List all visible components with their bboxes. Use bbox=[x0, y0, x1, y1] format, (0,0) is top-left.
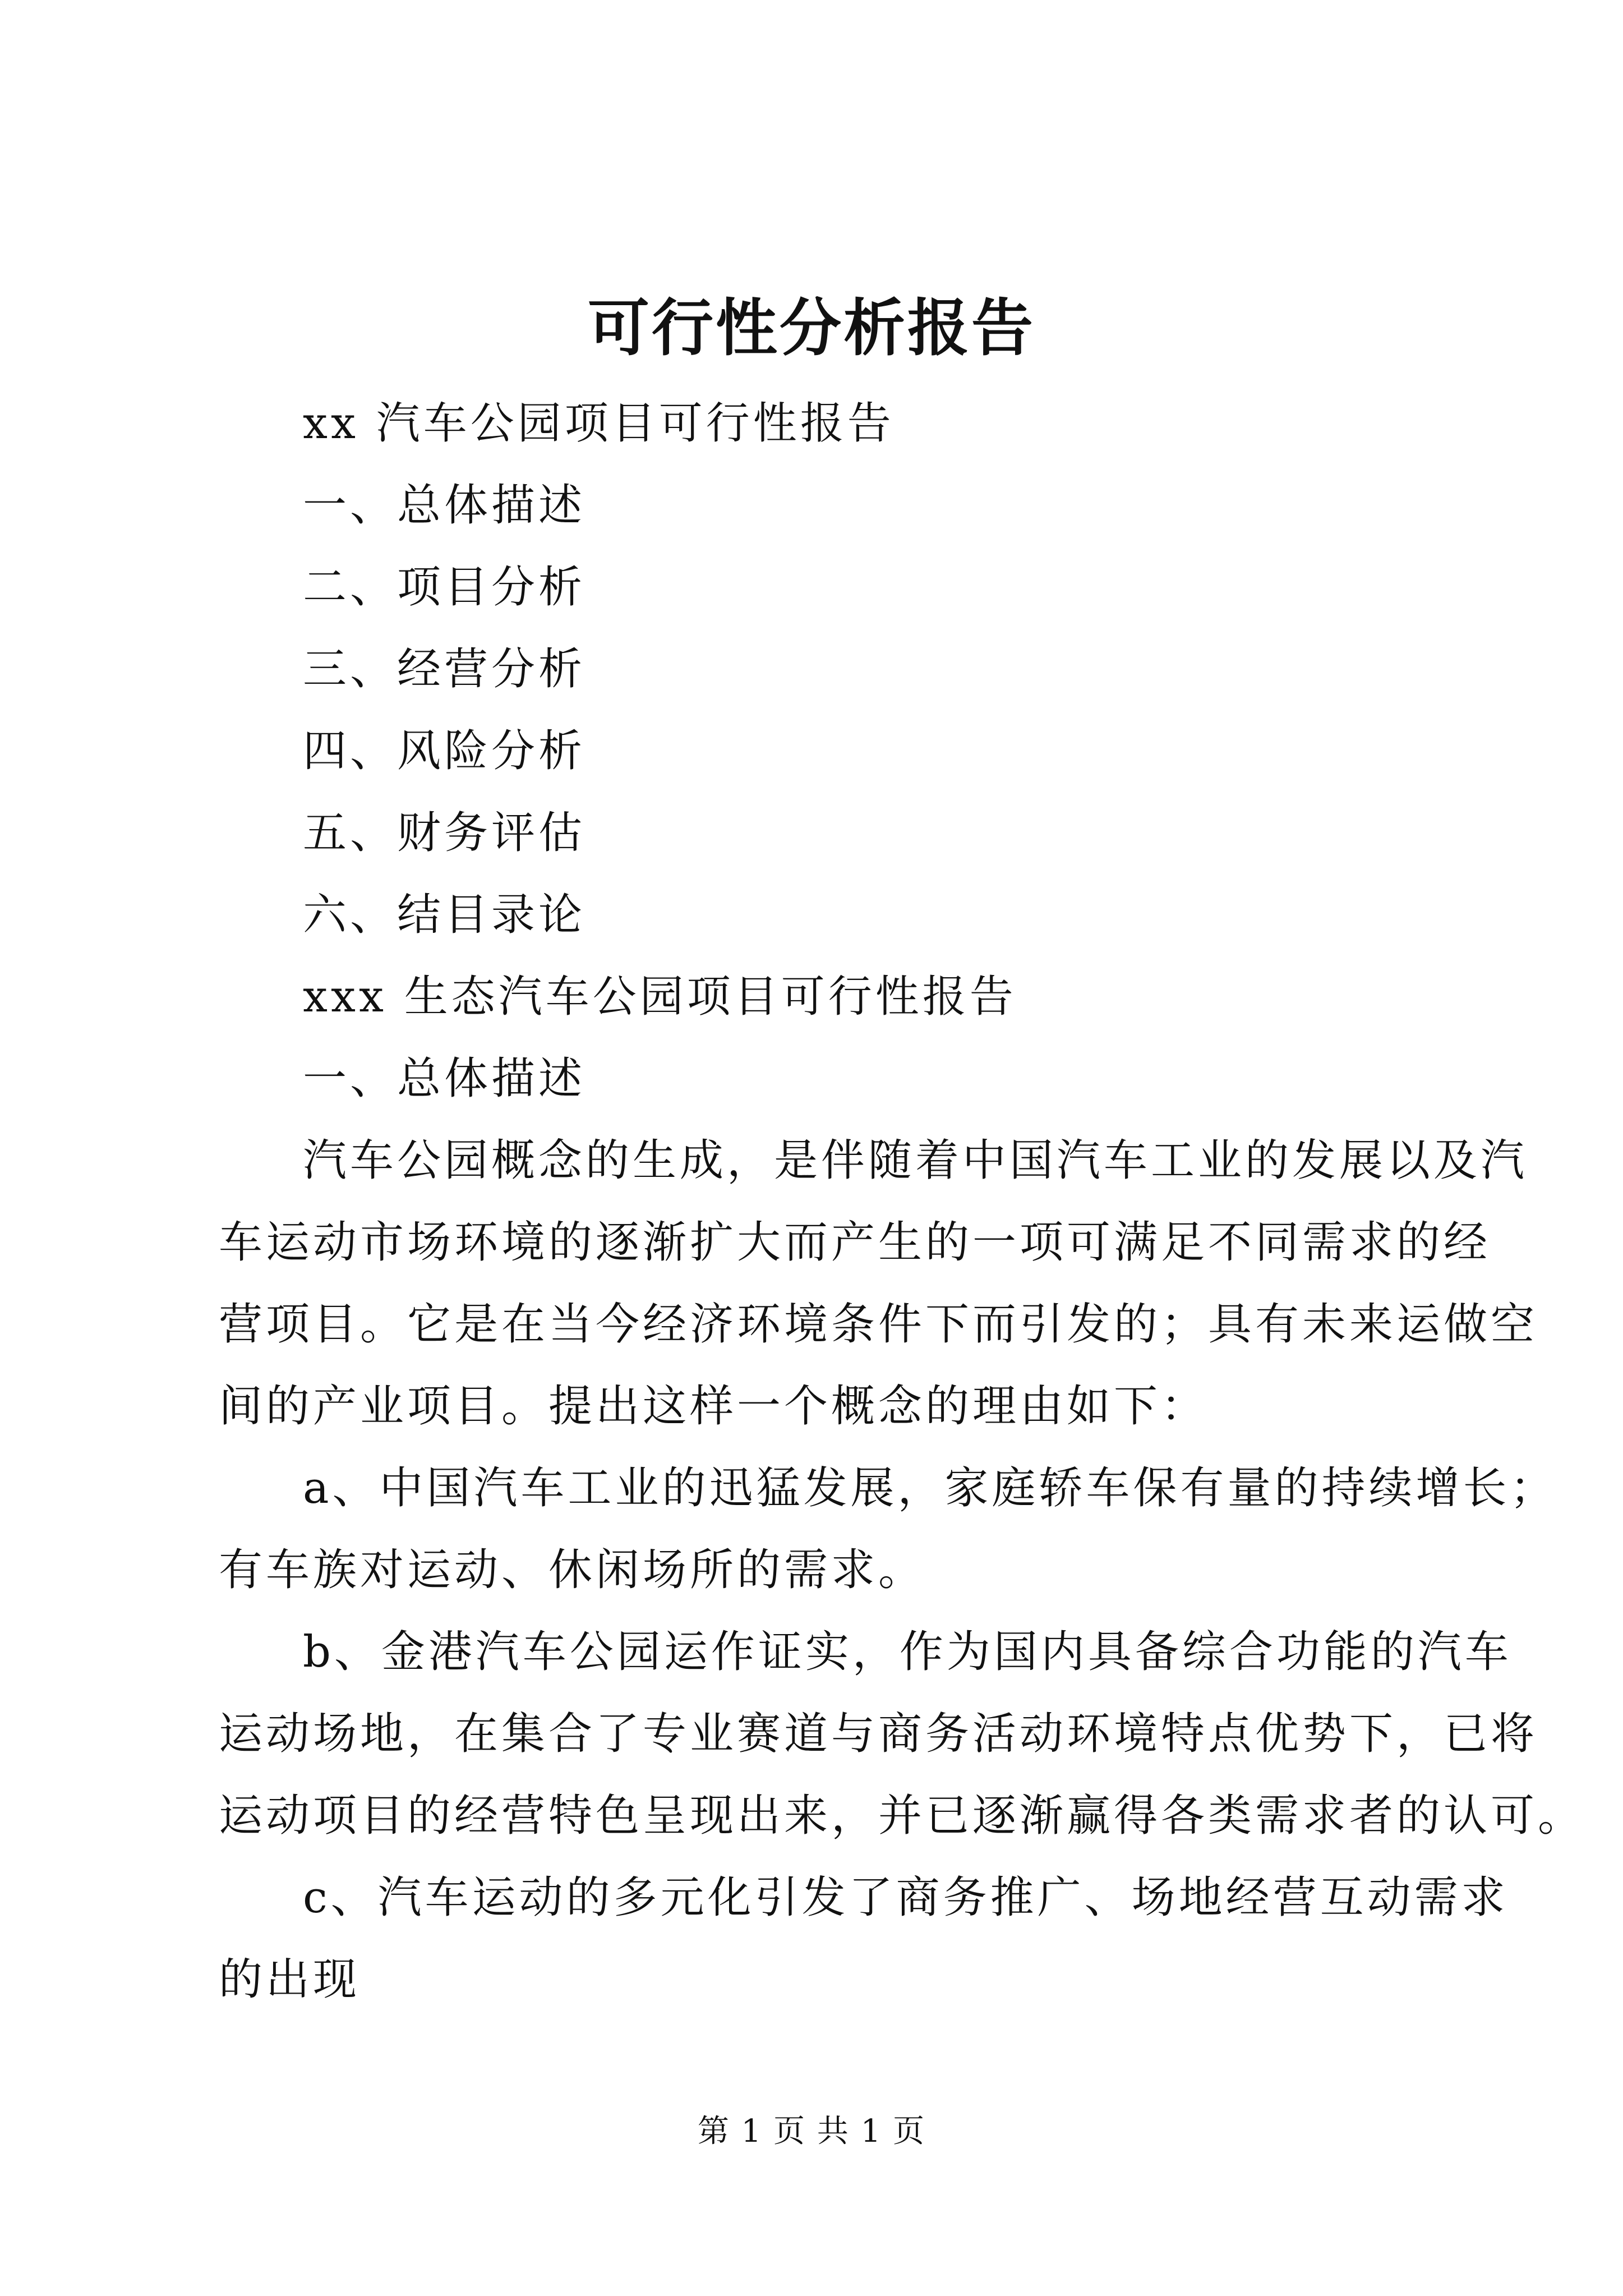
paragraph-b-line-1: b、金港汽车公园运作证实，作为国内具备综合功能的汽车 bbox=[303, 1627, 1512, 1677]
page-footer: 第 1 页 共 1 页 bbox=[697, 2113, 926, 2150]
toc-item-5: 五、财务评估 bbox=[303, 808, 586, 858]
paragraph-b-line-3: 运动项目的经营特色呈现出来，并已逐渐赢得各类需求者的认可。 bbox=[219, 1791, 1585, 1841]
paragraph-b-line-2: 运动场地，在集合了专业赛道与商务活动环境特点优势下，已将 bbox=[219, 1709, 1538, 1759]
toc-item-3: 三、经营分析 bbox=[303, 644, 586, 694]
toc-heading: xx 汽车公园项目可行性报告 bbox=[303, 398, 895, 449]
document-title: 可行性分析报告 bbox=[588, 292, 1035, 364]
section-heading: xxx 生态汽车公园项目可行性报告 bbox=[303, 972, 1017, 1022]
paragraph-c-line-1: c、汽车运动的多元化引发了商务推广、场地经营互动需求 bbox=[303, 1872, 1509, 1923]
paragraph-a-line-1: a、中国汽车工业的迅猛发展，家庭轿车保有量的持续增长； bbox=[303, 1463, 1557, 1513]
toc-item-6: 六、结目录论 bbox=[303, 890, 586, 940]
paragraph-a-line-2: 有车族对运动、休闲场所的需求。 bbox=[219, 1545, 926, 1595]
paragraph-1-line-4: 间的产业项目。提出这样一个概念的理由如下： bbox=[219, 1381, 1209, 1432]
paragraph-1-line-2: 车运动市场环境的逐渐扩大而产生的一项可满足不同需求的经 bbox=[219, 1217, 1491, 1268]
toc-item-2: 二、项目分析 bbox=[303, 562, 586, 613]
section-1-title: 一、总体描述 bbox=[303, 1053, 586, 1104]
toc-item-4: 四、风险分析 bbox=[303, 726, 586, 776]
toc-item-1: 一、总体描述 bbox=[303, 480, 586, 531]
paragraph-1-line-3: 营项目。它是在当今经济环境条件下而引发的；具有未来运做空 bbox=[219, 1299, 1538, 1350]
paragraph-1-line-1: 汽车公园概念的生成，是伴随着中国汽车工业的发展以及汽 bbox=[303, 1135, 1528, 1186]
paragraph-c-line-2: 的出现 bbox=[219, 1954, 361, 2005]
